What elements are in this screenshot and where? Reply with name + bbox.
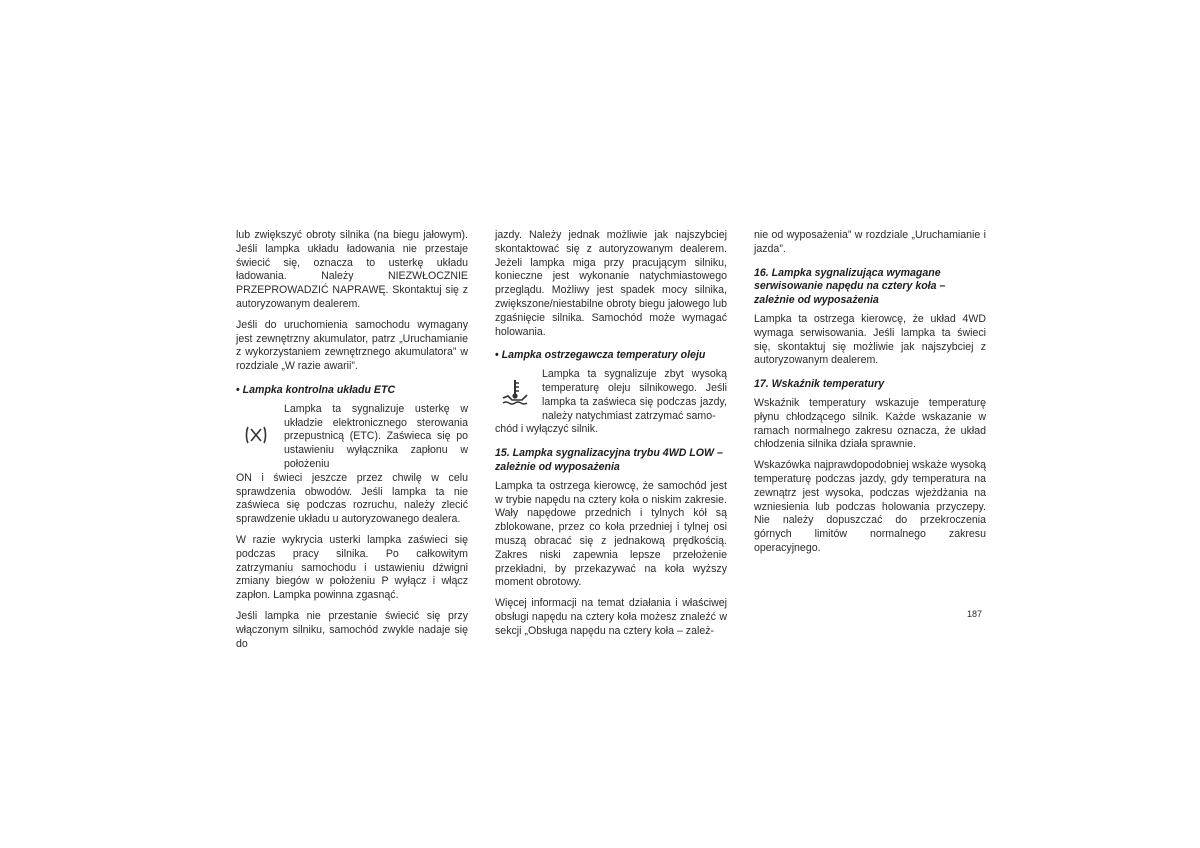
- section-heading-4wd-service: 16. Lampka sygnalizująca wymagane serwisowanie napędu na cztery koła – zależnie od wyposażenia: [754, 266, 946, 307]
- paragraph: Wskazówka najprawdopodobniej wskaże wysoką temperaturę podczas jazdy, gdy temperatura na zewnątrz jest wysoka, podczas wjeżdżania na wzniesienia lub podczas holowania przyczepy. Nie należy dopuszczać do przekroczenia górnych limitów normalnego zakresu operacyjnego.: [754, 459, 986, 554]
- oil-temperature-icon: [495, 372, 535, 412]
- section-heading-oil-temp: • Lampka ostrzegawcza temperatury oleju: [495, 349, 727, 363]
- paragraph: Jeśli do uruchomienia samochodu wymagany jest zewnętrzny akumulator, patrz „Uruchamianie z wykorzystaniem zewnętrznego akumulatora” w rozdziale „W razie awarii”.: [236, 318, 468, 373]
- paragraph: W razie wykrycia usterki lampka zaświeci się podczas pracy silnika. Po całkowitym zatrzymaniu samochodu i ustawieniu dźwigni zmiany biegów w położeniu P wyłącz i włącz zapłon. Lampka powinna zgasnąć.: [236, 533, 468, 602]
- paragraph: ON i świeci jeszcze przez chwilę w celu sprawdzenia obwodów. Jeśli lampka ta nie zaświeca się podczas rozruchu, należy zlecić sprawdzenie układu u autoryzowanego dealera.: [236, 471, 468, 526]
- section-heading-4wd-low: 15. Lampka sygnalizacyjna trybu 4WD LOW – zależnie od wyposażenia: [495, 447, 723, 473]
- column-left: [236, 229, 468, 658]
- section-heading-etc: • Lampka kontrolna układu ETC: [236, 384, 468, 398]
- paragraph: Wskaźnik temperatury wskazuje temperaturę płynu chłodzącego silnik. Każde wskazanie w ramach normalnego zakresu oznacza, że układ chłodzenia silnika działa sprawnie.: [754, 396, 986, 451]
- column-right: [754, 229, 986, 563]
- page-number: 187: [967, 609, 983, 619]
- paragraph: nie od wyposażenia” w rozdziale „Uruchamianie i jazda”.: [754, 229, 986, 255]
- paragraph: chód i wyłączyć silnik.: [495, 423, 599, 436]
- paragraph: Lampka ta sygnalizuje usterkę w układzie elektronicznego sterowania przepustnicą (ETC). Zaświeca się po ustawieniu wyłącznika zapłonu w położeniu: [284, 402, 468, 470]
- paragraph: Lampka ta ostrzega kierowcę, że układ 4WD wymaga serwisowania. Jeśli lampka ta świeci się, skontaktuj się możliwie jak najszybciej z autoryzowanym dealerem.: [754, 312, 986, 367]
- paragraph: lub zwiększyć obroty silnika (na biegu jałowym). Jeśli lampka układu ładowania nie przestaje świecić się, oznacza to usterkę układu ładowania. Należy NIEZWŁOCZNIE PRZEPROWADZIĆ NAPRAWĘ. Skontaktuj się z autoryzowanym dealerem.: [236, 229, 468, 310]
- paragraph: Lampka ta ostrzega kierowcę, że samochód jest w trybie napędu na cztery koła o niskim zakresie. Wały napędowe przednich i tylnych kół są zblokowane, przez co koła przedniej i tylnej osi muszą obracać się z jednakową prędkością. Zakres niski zapewnia lepsze przełożenie przekładni, by przekazywać na koła wyższy moment obrotowy.: [495, 479, 727, 589]
- section-heading-temperature-gauge: 17. Wskaźnik temperatury: [754, 378, 885, 391]
- column-middle: [495, 229, 727, 646]
- paragraph: jazdy. Należy jednak możliwie jak najszybciej skontaktować się z autoryzowanym dealerem. Jeżeli lampka miga przy pracującym silniku, konieczne jest wykonanie natychmiastowego przeglądu. Możliwy jest spadek mocy silnika, zwiększone/niestabilne obroty biegu jałowego lub zgaśnięcie silnika. Samochód może wymagać holowania.: [495, 229, 727, 338]
- etc-warning-block: [236, 403, 468, 472]
- paragraph: Więcej informacji na temat działania i właściwej obsługi napędu na cztery koła możesz znaleźć w sekcji „Obsługa napędu na cztery koła – zależ-: [495, 597, 727, 637]
- paragraph: Jeśli lampka nie przestanie świecić się przy włączonym silniku, samochód zwykle nadaje się do: [236, 609, 468, 650]
- oil-temperature-block: [495, 368, 727, 423]
- etc-warning-icon: [236, 415, 276, 455]
- paragraph: Lampka ta sygnalizuje zbyt wysoką temperaturę oleju silnikowego. Jeśli lampka ta zaświeca się podczas jazdy, należy natychmiast zatrzymać samo-: [542, 368, 727, 422]
